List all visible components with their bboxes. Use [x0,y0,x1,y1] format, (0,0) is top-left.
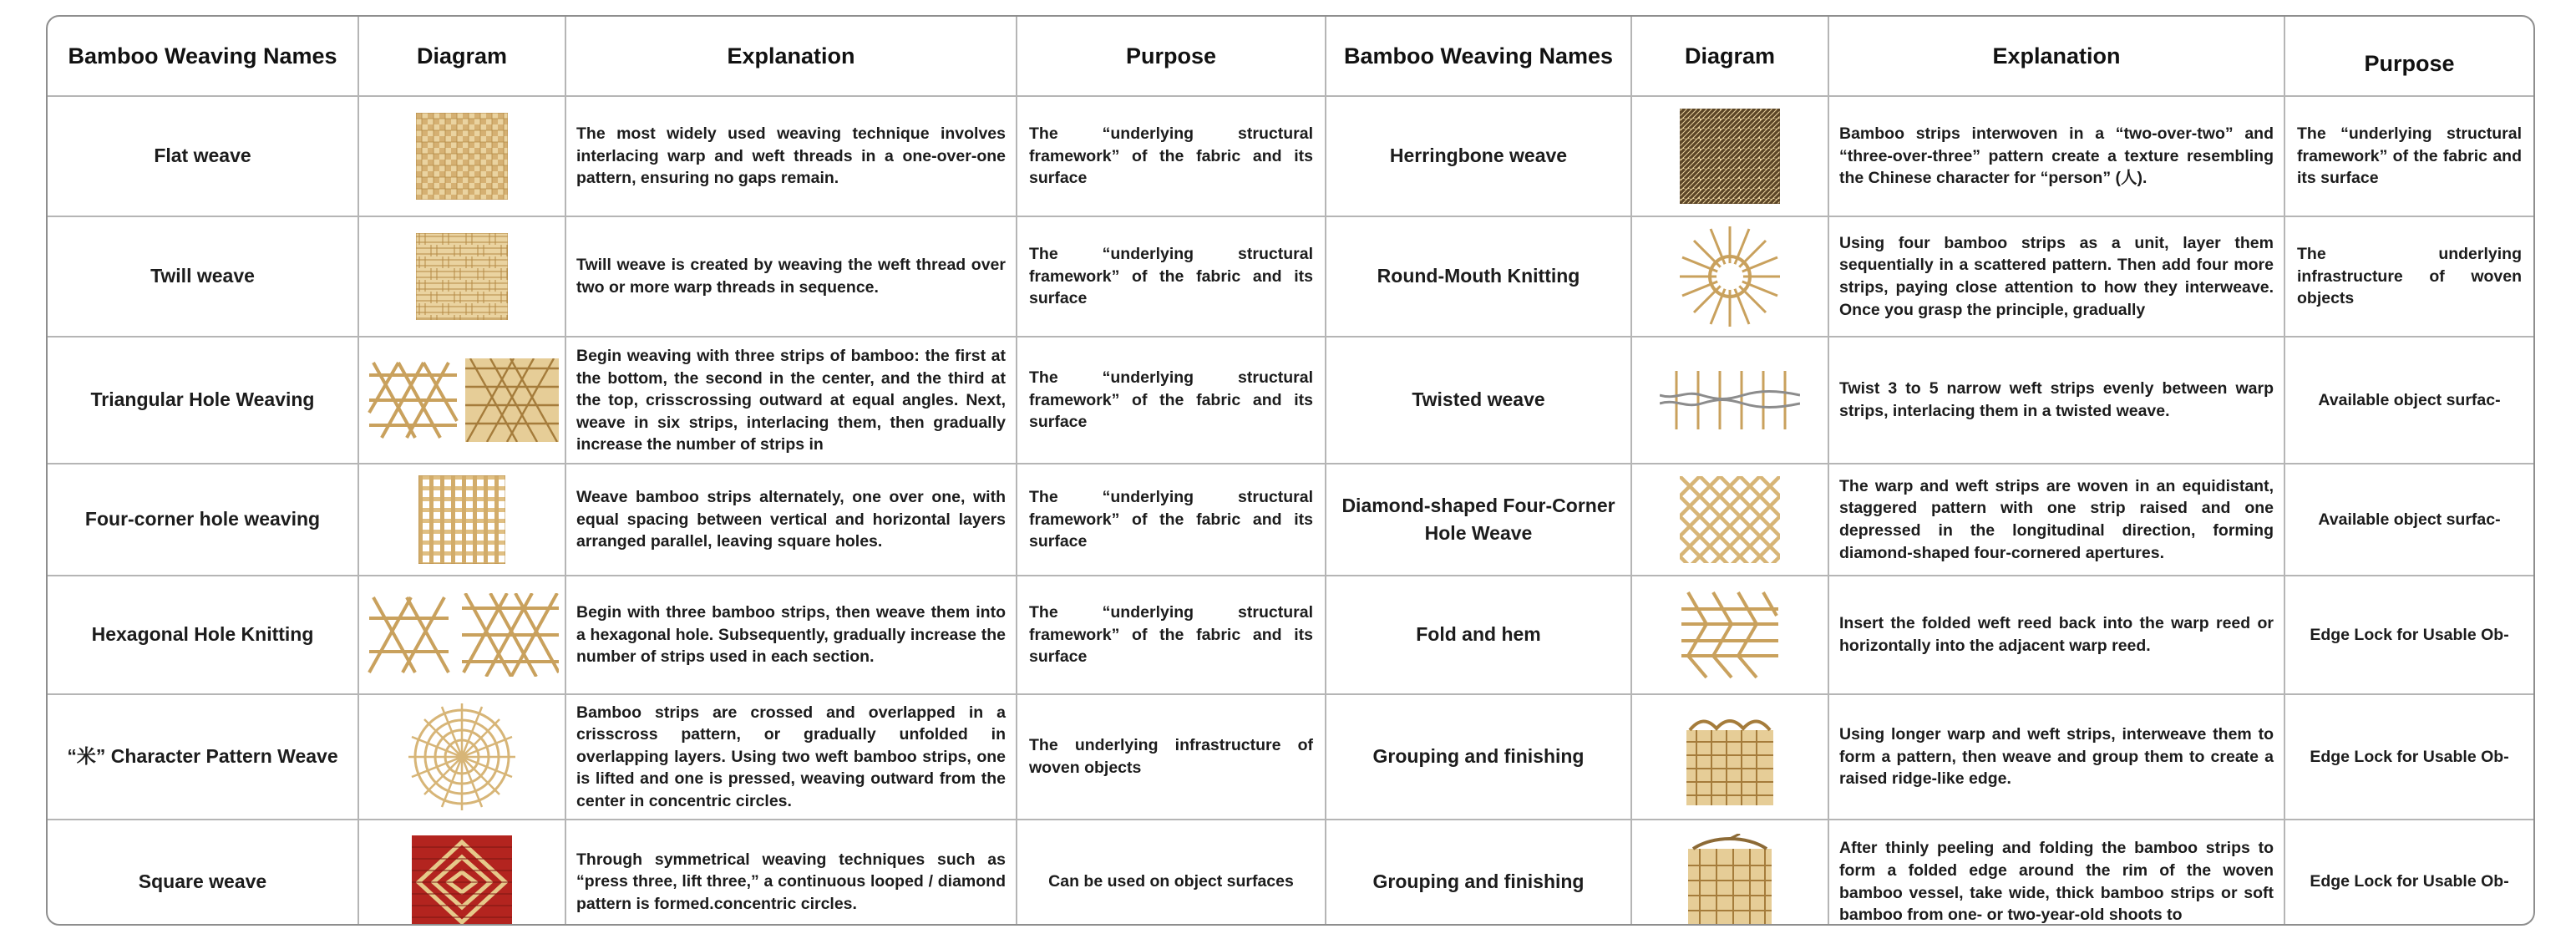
technique-purpose: Edge Lock for Usable Ob- [2284,820,2533,926]
technique-purpose: The “underlying structural framework” of the fabric and its surface [1017,576,1326,694]
grouping-finishing-diagram-image [1686,708,1773,805]
technique-explanation: Weave bamboo strips alternately, one over one, with equal spacing between vertical and horizontal layers arranged parallel, leaving square holes. [565,464,1017,576]
four-corner-hole-diagram-image [418,475,505,564]
fold-and-hem-diagram-image [1681,591,1778,679]
technique-name: Hexagonal Hole Knitting [48,576,358,694]
technique-name: Square weave [48,820,358,926]
technique-name: Twill weave [48,216,358,337]
header-purpose-left: Purpose [1017,17,1326,96]
technique-name: Grouping and finishing [1326,694,1631,820]
twisted-weave-diagram [1631,337,1828,464]
grouping-finishing-diagram [1631,694,1828,820]
mi-character-diagram-image [405,700,519,814]
table-row [48,96,2533,216]
round-mouth-diagram-image [1676,222,1784,331]
diamond-hole-diagram-image [1680,476,1780,563]
herringbone-weave-diagram [1631,96,1828,216]
technique-name: Herringbone weave [1326,96,1631,216]
technique-name: Flat weave [48,96,358,216]
grouping-finishing-folded-diagram [1631,820,1828,926]
technique-explanation: Twist 3 to 5 narrow weft strips evenly between warp strips, interlacing them in a twisted weave. [1828,337,2284,464]
technique-explanation [1828,216,2284,337]
triangular-hole-diagram [358,337,565,464]
table-row [48,576,2533,694]
header-name-right: Bamboo Weaving Names [1326,17,1631,96]
table-row [48,337,2533,464]
technique-name: Diamond-shaped Four-Corner Hole Weave [1326,464,1631,576]
hexagonal-hole-diagram-image [365,593,559,677]
technique-explanation: Using longer warp and weft strips, interweave them to form a pattern, then weave and group them to create a raised ridge-like edge. [1828,694,2284,820]
technique-purpose: Can be used on object surfaces [1017,820,1326,926]
technique-name: Four-corner hole weaving [48,464,358,576]
flat-weave-diagram-image [416,113,508,200]
technique-purpose: The underlying infrastructure of woven objects [2284,216,2533,337]
technique-name: Round-Mouth Knitting [1326,216,1631,337]
technique-purpose: The “underlying structural framework” of the fabric and its surface [1017,464,1326,576]
technique-name: Triangular Hole Weaving [48,337,358,464]
explanation-text: Using four bamboo strips as a unit, layer them sequentially in a scattered pattern. Then add four more strips, paying close attention to how they interweave. Once you grasp the principle, gradually [1839,233,2274,319]
explanation-text: After thinly peeling and folding the bamboo strips to form a folded edge around the rim of the woven bamboo vessel, take wide, thick bamboo strips or soft bamboo from one- or two-year-old shoots to [1839,839,2274,925]
table-row [48,820,2533,926]
fold-and-hem-diagram [1631,576,1828,694]
header-purpose-right: Purpose [2284,17,2533,96]
flat-weave-diagram [358,96,565,216]
twill-weave-diagram-image [416,233,508,320]
technique-explanation: Insert the folded weft reed back into the warp reed or horizontally into the adjacent warp reed. [1828,576,2284,694]
technique-explanation: Twill weave is created by weaving the weft thread over two or more warp threads in sequence. [565,216,1017,337]
square-weave-diagram [358,820,565,926]
twisted-weave-diagram-image [1660,367,1800,434]
table-row [48,464,2533,576]
technique-purpose: The “underlying structural framework” of the fabric and its surface [1017,337,1326,464]
technique-purpose: Available object surfac- [2284,337,2533,464]
technique-name: Grouping and finishing [1326,820,1631,926]
four-corner-hole-diagram [358,464,565,576]
mi-character-diagram [358,694,565,820]
technique-purpose: Edge Lock for Usable Ob- [2284,576,2533,694]
table-row [48,216,2533,337]
weaving-table-frame [46,15,2535,926]
header-diagram-right: Diagram [1631,17,1828,96]
technique-purpose: The “underlying structural framework” of the fabric and its surface [2284,96,2533,216]
grouping-finishing-folded-diagram-image [1688,834,1772,926]
technique-explanation: Through symmetrical weaving techniques such as “press three, lift three,” a continuous looped / diamond pattern is formed.concentric circles. [565,820,1017,926]
square-weave-diagram-image [412,835,512,926]
technique-purpose: The “underlying structural framework” of the fabric and its surface [1017,216,1326,337]
technique-explanation [565,337,1017,464]
technique-explanation: Begin with three bamboo strips, then weave them into a hexagonal hole. Subsequently, gradually increase the number of strips used in each section. [565,576,1017,694]
hexagonal-hole-diagram [358,576,565,694]
technique-purpose: Edge Lock for Usable Ob- [2284,694,2533,820]
header-explanation-right: Explanation [1828,17,2284,96]
explanation-text: Begin weaving with three strips of bamboo: the first at the bottom, the second in the center, and the third at the top, crisscrossing outward at equal angles. Next, weave in six strips, interlacing them, then gradually increase the number of strips in [576,347,1006,454]
technique-explanation [1828,820,2284,926]
herringbone-weave-diagram-image [1680,109,1780,204]
technique-purpose: Available object surfac- [2284,464,2533,576]
table-row [48,694,2533,820]
triangular-hole-diagram-image [365,358,559,442]
technique-name: Twisted weave [1326,337,1631,464]
header-name-left: Bamboo Weaving Names [48,17,358,96]
technique-explanation: Bamboo strips are crossed and overlapped in a crisscross pattern, or gradually unfolded in overlapping layers. Using two weft bamboo strips, one is lifted and one is pressed, weaving outward from the center in concentric circles. [565,694,1017,820]
round-mouth-diagram [1631,216,1828,337]
diamond-hole-diagram [1631,464,1828,576]
twill-weave-diagram [358,216,565,337]
technique-explanation: The warp and weft strips are woven in an equidistant, staggered pattern with one strip raised and one depressed in the longitudinal direction, forming diamond-shaped four-cornered apertures. [1828,464,2284,576]
technique-purpose: The “underlying structural framework” of the fabric and its surface [1017,96,1326,216]
technique-explanation: The most widely used weaving technique involves interlacing warp and weft threads in a one-over-one pattern, ensuring no gaps remain. [565,96,1017,216]
technique-name: Fold and hem [1326,576,1631,694]
weaving-table [48,17,2533,926]
header-diagram-left: Diagram [358,17,565,96]
technique-purpose: The underlying infrastructure of woven objects [1017,694,1326,820]
header-explanation-left: Explanation [565,17,1017,96]
technique-explanation: Bamboo strips interwoven in a “two-over-two” and “three-over-three” pattern create a texture resembling the Chinese character for “person” (人). [1828,96,2284,216]
technique-name: “米” Character Pattern Weave [48,694,358,820]
header-row [48,17,2533,96]
